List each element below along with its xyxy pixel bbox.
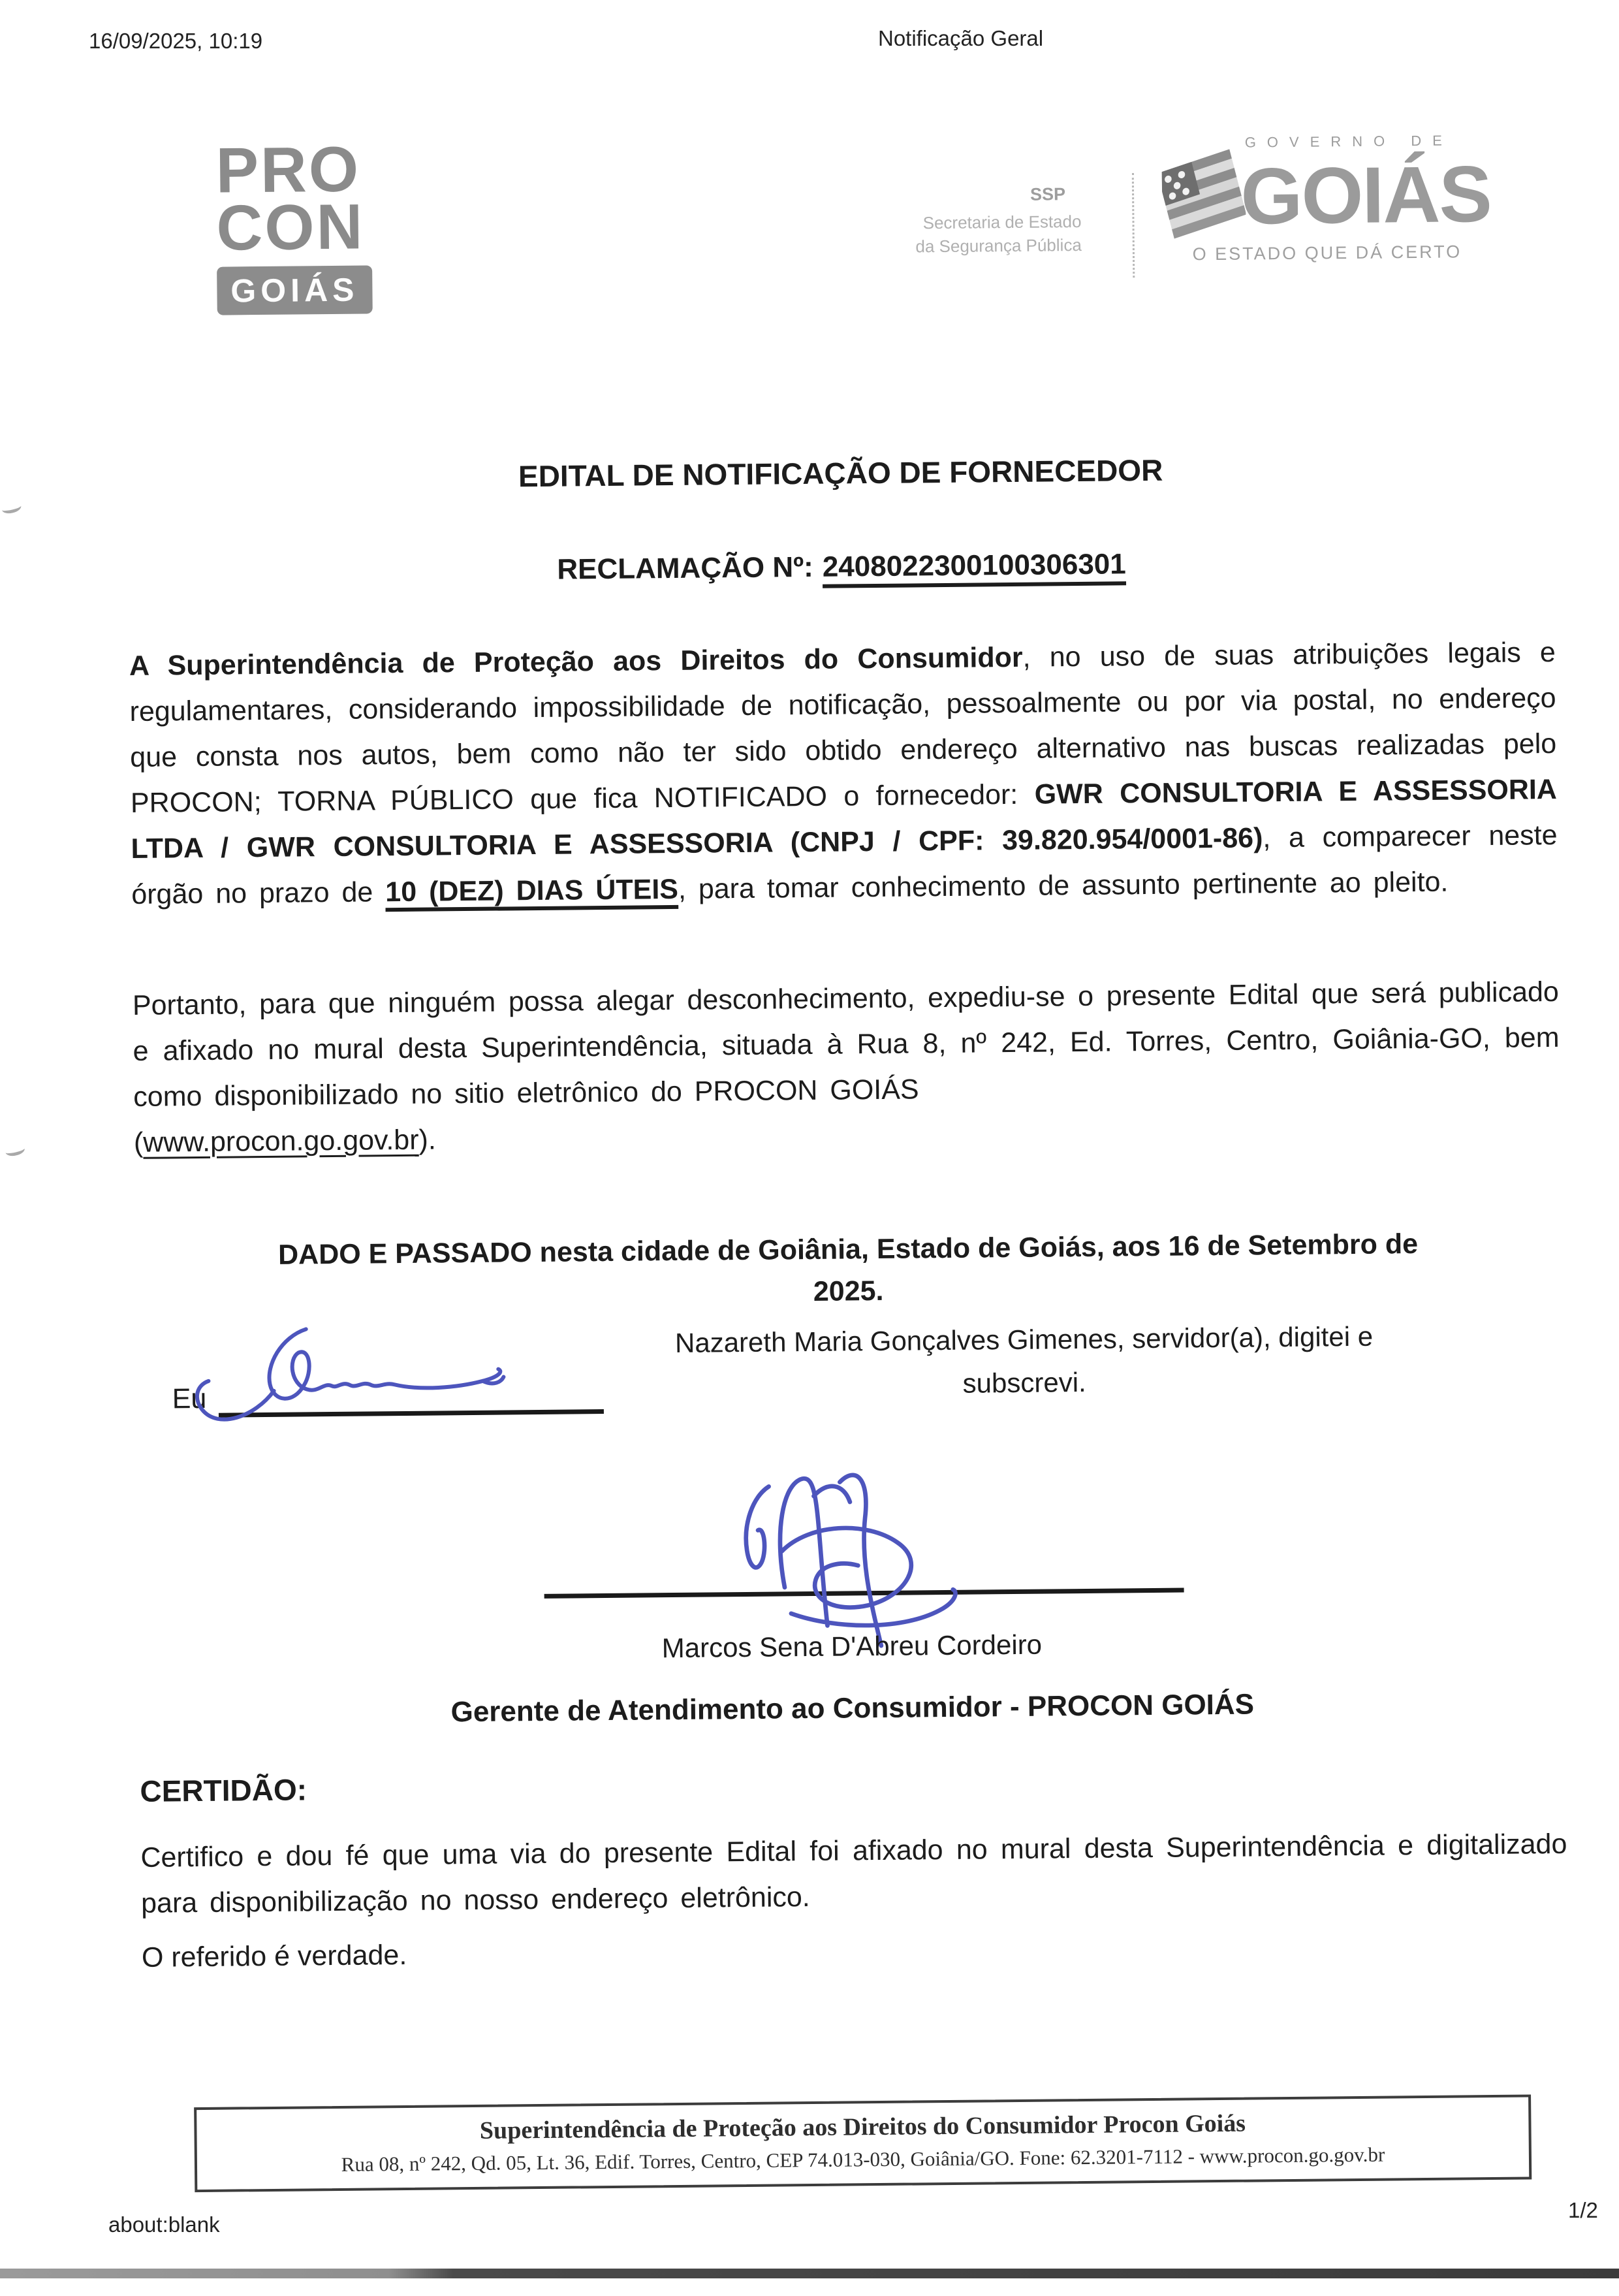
publication-paragraph bbox=[133, 969, 1561, 1166]
claim-number: 2408022300100306301 bbox=[823, 548, 1126, 582]
footer-box-address: Rua 08, nº 242, Qd. 05, Lt. 36, Edif. Torres, Centro, CEP 74.013-030, Goiânia/GO. Fone: 62.3201-7112 - www.procon.go.gov.br bbox=[204, 2142, 1522, 2178]
claim-line bbox=[128, 544, 1554, 590]
dado-e-passado bbox=[134, 1222, 1562, 1319]
p1-body: , no uso de suas atribuições legais e regulamentares, considerando impossibilidade de notificação, pessoalmente ou por via postal, no endereço que consta nos autos, bem como não ter sido obtido endereço alternativo nas buscas realizadas pelo PROCON; TORNA PÚBLICO que fica NOTIFICADO o fornecedor: bbox=[129, 637, 1556, 819]
signer-role: Gerente de Atendimento ao Consumidor - PROCON GOIÁS bbox=[139, 1685, 1565, 1732]
goias-flag-icon bbox=[1162, 148, 1246, 246]
footer-address-box bbox=[194, 2094, 1532, 2192]
procon-logo-text bbox=[215, 140, 373, 256]
print-footer-url: about:blank bbox=[108, 2212, 220, 2237]
procon-website-link: www.procon.go.gov.br bbox=[143, 1124, 419, 1158]
signer-name: Marcos Sena D'Abreu Cordeiro bbox=[138, 1624, 1565, 1669]
procon-logo-line1: PRO bbox=[215, 140, 373, 199]
governo-de-overline: GOVERNO DE bbox=[1147, 132, 1505, 152]
scan-speck bbox=[1, 501, 22, 515]
scan-edge-artifact bbox=[0, 2269, 1619, 2278]
ssp-dept-line2: da Segurança Pública bbox=[892, 233, 1082, 259]
p1-closing: , para tomar conhecimento de assunto pertinente ao pleito. bbox=[678, 867, 1449, 905]
procon-logo-banner: GOIÁS bbox=[217, 265, 373, 315]
ssp-dept-line1: Secretaria de Estado bbox=[892, 210, 1081, 235]
claim-label: RECLAMAÇÃO Nº: bbox=[557, 551, 813, 586]
governo-goias-logo bbox=[1147, 132, 1506, 265]
footer-box-title: Superintendência de Proteção aos Direitos do Consumidor Procon Goiás bbox=[203, 2107, 1522, 2148]
certidao-text: Certifico e dou fé que uma via do presente Edital foi afixado no mural desta Superintendência e digitalizado para disponibilização no nosso endereço eletrônico. bbox=[140, 1821, 1567, 1926]
dado-line1: DADO E PASSADO nesta cidade de Goiânia, Estado de Goiás, aos 16 de Setembro de bbox=[278, 1228, 1418, 1271]
p2-body: Portanto, para que ninguém possa alegar desconhecimento, expediu-se o presente Edital que será publicado e afixado no mural desta Superintendência, situada à Rua 8, nº 242, Ed. Torres, Centro, Goiânia-GO, bem como disponibilizado no sitio eletrônico do PROCON GOIÁS bbox=[133, 976, 1560, 1113]
clerk-signature-line bbox=[218, 1348, 604, 1418]
clerk-signature-row bbox=[136, 1339, 1563, 1427]
p2-paren-close: ). bbox=[418, 1124, 436, 1155]
p2-paren-open: ( bbox=[134, 1127, 144, 1158]
p1-deadline-intro: , a comparecer neste órgão no prazo de bbox=[131, 820, 1558, 910]
p1-deadline-bold: 10 (DEZ) DIAS ÚTEIS bbox=[385, 874, 678, 908]
document-title: EDITAL DE NOTIFICAÇÃO DE FORNECEDOR bbox=[127, 449, 1554, 498]
ssp-block bbox=[892, 184, 1082, 259]
certidao-heading: CERTIDÃO: bbox=[140, 1772, 307, 1808]
dotted-divider bbox=[1132, 173, 1135, 278]
procon-logo-line2: CON bbox=[216, 197, 373, 256]
print-footer-page: 1/2 bbox=[1568, 2198, 1598, 2223]
certidao-truth: O referido é verdade. bbox=[142, 1939, 407, 1974]
notification-paragraph bbox=[129, 630, 1558, 917]
print-header-title: Notificação Geral bbox=[878, 26, 1043, 51]
clerk-statement: Nazareth Maria Gonçalves Gimenes, servidor(a), digitei e subscrevi. bbox=[619, 1315, 1429, 1409]
clerk-signature-image bbox=[181, 1308, 574, 1439]
p1-agency-bold: A Superintendência de Proteção aos Direitos do Consumidor bbox=[129, 642, 1023, 682]
p1-supplier-bold: GWR CONSULTORIA E ASSESSORIA LTDA / GWR CONSULTORIA E ASSESSORIA (CNPJ / CPF: 39.820.954/0001-86) bbox=[131, 774, 1557, 865]
print-header-datetime: 16/09/2025, 10:19 bbox=[89, 29, 262, 54]
procon-logo bbox=[215, 140, 374, 315]
eu-label: Eu bbox=[172, 1383, 206, 1427]
dado-line2: 2025. bbox=[813, 1275, 884, 1307]
ssp-acronym: SSP bbox=[892, 184, 1065, 206]
scan-speck bbox=[5, 1143, 26, 1158]
governo-goias-slogan: O ESTADO QUE DÁ CERTO bbox=[1148, 242, 1506, 265]
governo-goias-name: GOIÁS bbox=[1240, 148, 1491, 242]
